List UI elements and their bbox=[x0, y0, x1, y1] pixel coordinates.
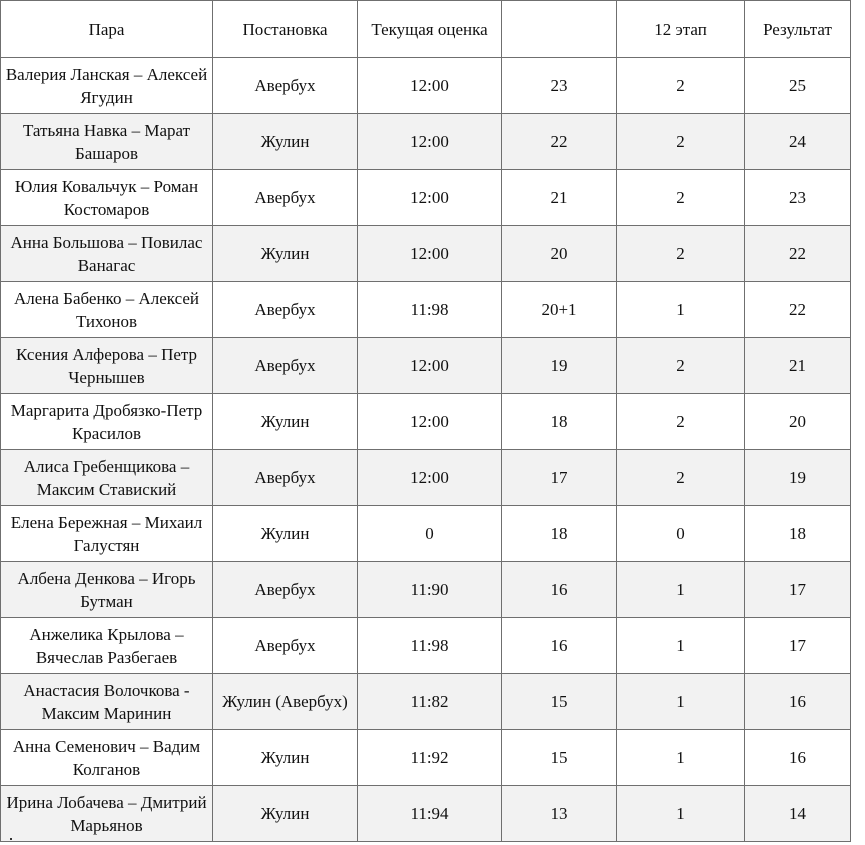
cell-result: 20 bbox=[745, 394, 851, 450]
cell-current-score: 12:00 bbox=[358, 58, 502, 114]
cell-stage: 2 bbox=[617, 338, 745, 394]
cell-stage: 1 bbox=[617, 674, 745, 730]
cell-current-score: 12:00 bbox=[358, 114, 502, 170]
cell-production: Авербух bbox=[213, 618, 358, 674]
cell-stage: 2 bbox=[617, 450, 745, 506]
header-current-score: Текущая оценка bbox=[358, 1, 502, 58]
header-points bbox=[502, 1, 617, 58]
cell-stage: 2 bbox=[617, 394, 745, 450]
cell-production: Жулин bbox=[213, 506, 358, 562]
cell-points: 18 bbox=[502, 506, 617, 562]
cell-pair: Юлия Ковальчук – Роман Костомаров bbox=[1, 170, 213, 226]
cell-production: Жулин bbox=[213, 114, 358, 170]
cell-stage: 1 bbox=[617, 786, 745, 842]
cell-current-score: 11:98 bbox=[358, 618, 502, 674]
cell-pair: Ирина Лобачева – Дмитрий Марьянов bbox=[1, 786, 213, 842]
table-row bbox=[1, 170, 851, 226]
table-row bbox=[1, 506, 851, 562]
cell-result: 17 bbox=[745, 618, 851, 674]
cell-stage: 1 bbox=[617, 282, 745, 338]
cell-pair: Маргарита Дробязко-Петр Красилов bbox=[1, 394, 213, 450]
cell-current-score: 11:90 bbox=[358, 562, 502, 618]
cell-current-score: 12:00 bbox=[358, 226, 502, 282]
cell-pair: Анна Большова – Повилас Ванагас bbox=[1, 226, 213, 282]
cell-current-score: 12:00 bbox=[358, 450, 502, 506]
cell-production: Авербух bbox=[213, 282, 358, 338]
cell-pair: Албена Денкова – Игорь Бутман bbox=[1, 562, 213, 618]
cell-production: Жулин bbox=[213, 394, 358, 450]
cell-points: 20+1 bbox=[502, 282, 617, 338]
table-row bbox=[1, 450, 851, 506]
header-row bbox=[1, 1, 851, 58]
cell-pair: Анжелика Крылова – Вячеслав Разбегаев bbox=[1, 618, 213, 674]
cell-production: Жулин bbox=[213, 226, 358, 282]
stray-dot bbox=[10, 838, 12, 840]
cell-stage: 2 bbox=[617, 170, 745, 226]
cell-production: Жулин bbox=[213, 786, 358, 842]
table-header bbox=[1, 1, 851, 58]
table-row bbox=[1, 58, 851, 114]
cell-stage: 1 bbox=[617, 562, 745, 618]
cell-stage: 2 bbox=[617, 226, 745, 282]
table-row bbox=[1, 226, 851, 282]
cell-production: Авербух bbox=[213, 338, 358, 394]
cell-points: 15 bbox=[502, 730, 617, 786]
cell-pair: Анна Семенович – Вадим Колганов bbox=[1, 730, 213, 786]
cell-points: 21 bbox=[502, 170, 617, 226]
cell-stage: 1 bbox=[617, 618, 745, 674]
cell-current-score: 12:00 bbox=[358, 394, 502, 450]
header-production: Постановка bbox=[213, 1, 358, 58]
header-stage: 12 этап bbox=[617, 1, 745, 58]
cell-pair: Алиса Гребенщикова – Максим Ставиский bbox=[1, 450, 213, 506]
table-row bbox=[1, 338, 851, 394]
cell-result: 23 bbox=[745, 170, 851, 226]
cell-points: 23 bbox=[502, 58, 617, 114]
cell-result: 24 bbox=[745, 114, 851, 170]
cell-current-score: 11:98 bbox=[358, 282, 502, 338]
cell-points: 18 bbox=[502, 394, 617, 450]
cell-points: 19 bbox=[502, 338, 617, 394]
cell-current-score: 12:00 bbox=[358, 338, 502, 394]
cell-result: 22 bbox=[745, 282, 851, 338]
cell-result: 19 bbox=[745, 450, 851, 506]
header-pair: Пара bbox=[1, 1, 213, 58]
cell-current-score: 11:82 bbox=[358, 674, 502, 730]
cell-pair: Валерия Ланская – Алексей Ягудин bbox=[1, 58, 213, 114]
cell-stage: 1 bbox=[617, 730, 745, 786]
cell-stage: 2 bbox=[617, 114, 745, 170]
cell-current-score: 12:00 bbox=[358, 170, 502, 226]
cell-points: 15 bbox=[502, 674, 617, 730]
table-body bbox=[1, 58, 851, 842]
cell-current-score: 11:94 bbox=[358, 786, 502, 842]
table-row bbox=[1, 282, 851, 338]
cell-production: Авербух bbox=[213, 562, 358, 618]
cell-current-score: 11:92 bbox=[358, 730, 502, 786]
cell-pair: Елена Бережная – Михаил Галустян bbox=[1, 506, 213, 562]
cell-result: 14 bbox=[745, 786, 851, 842]
cell-points: 17 bbox=[502, 450, 617, 506]
cell-production: Авербух bbox=[213, 170, 358, 226]
table-row bbox=[1, 730, 851, 786]
cell-points: 16 bbox=[502, 618, 617, 674]
cell-production: Авербух bbox=[213, 450, 358, 506]
cell-production: Жулин (Авербух) bbox=[213, 674, 358, 730]
cell-result: 18 bbox=[745, 506, 851, 562]
cell-result: 16 bbox=[745, 674, 851, 730]
cell-pair: Ксения Алферова – Петр Чернышев bbox=[1, 338, 213, 394]
table-row bbox=[1, 674, 851, 730]
cell-points: 20 bbox=[502, 226, 617, 282]
cell-points: 22 bbox=[502, 114, 617, 170]
cell-result: 16 bbox=[745, 730, 851, 786]
cell-stage: 0 bbox=[617, 506, 745, 562]
cell-pair: Анастасия Волочкова - Максим Маринин bbox=[1, 674, 213, 730]
cell-pair: Алена Бабенко – Алексей Тихонов bbox=[1, 282, 213, 338]
cell-stage: 2 bbox=[617, 58, 745, 114]
cell-production: Авербух bbox=[213, 58, 358, 114]
table-row bbox=[1, 618, 851, 674]
table-row bbox=[1, 562, 851, 618]
cell-result: 22 bbox=[745, 226, 851, 282]
cell-current-score: 0 bbox=[358, 506, 502, 562]
cell-points: 16 bbox=[502, 562, 617, 618]
cell-result: 25 bbox=[745, 58, 851, 114]
table-row bbox=[1, 786, 851, 842]
header-result: Результат bbox=[745, 1, 851, 58]
cell-points: 13 bbox=[502, 786, 617, 842]
table-row bbox=[1, 114, 851, 170]
cell-result: 21 bbox=[745, 338, 851, 394]
table-row bbox=[1, 394, 851, 450]
cell-result: 17 bbox=[745, 562, 851, 618]
cell-pair: Татьяна Навка – Марат Башаров bbox=[1, 114, 213, 170]
cell-production: Жулин bbox=[213, 730, 358, 786]
